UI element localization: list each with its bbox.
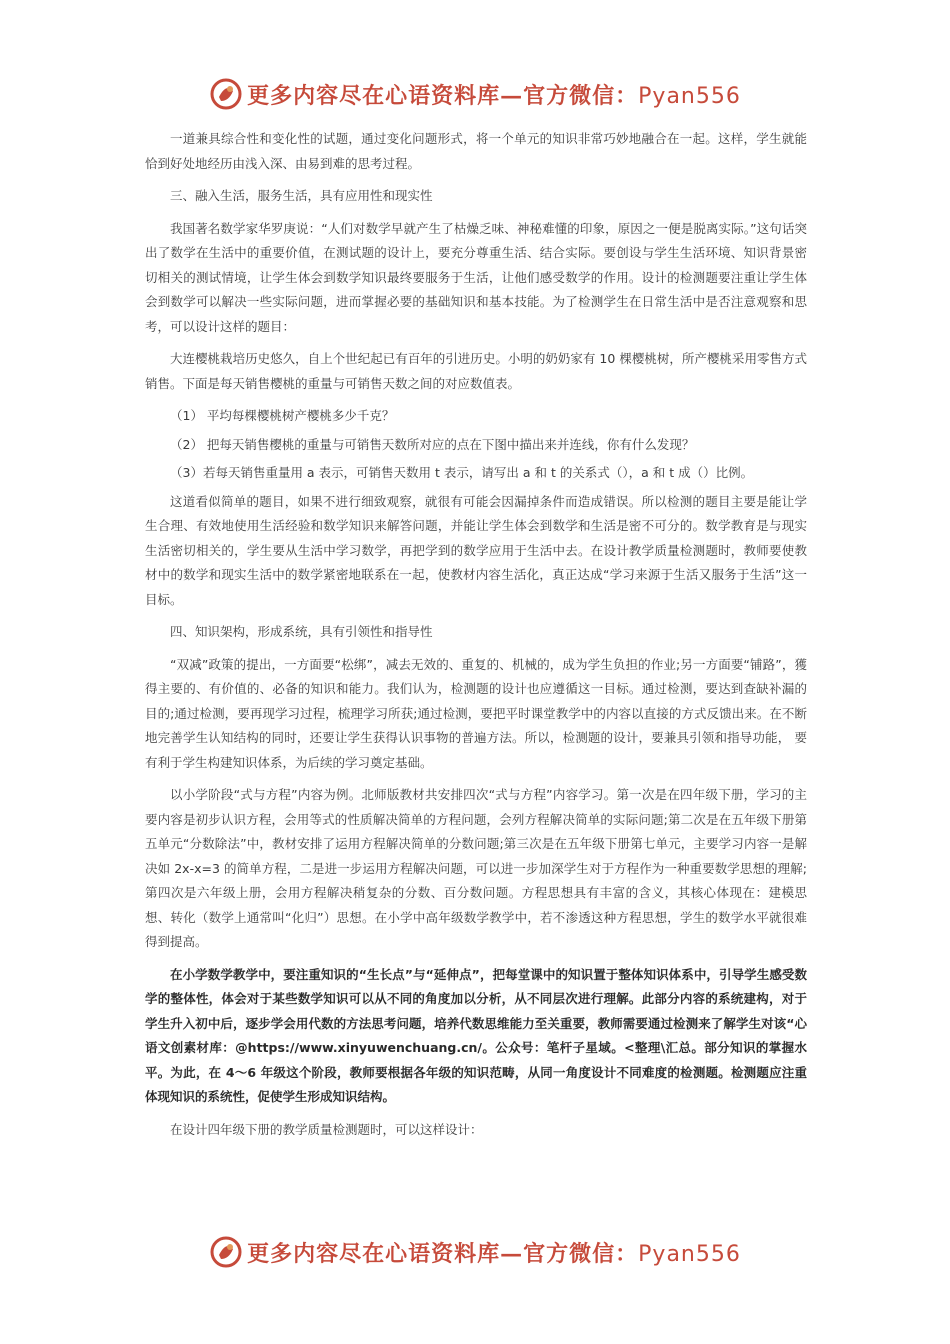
paragraph: 在小学数学教学中，要注重知识的“生长点”与“延伸点”，把每堂课中的知识置于整体知识体系中，引导学生感受数学的整体性，体会对于某些数学知识可以从不同的角度加以分析，从不同层次进行理解。此部分内容的系统建构，对于学生升入初中后，逐步学会用代数的方法思考问题，培养代数思维能力至关重要，教师需要通过检测来了解学生对该“心语文创素材库：@https://www.xinyuwenchuang.cn/。公众号：笔杆子星域。<整理\汇总。部分知识的掌握水平。为此，在 4～6 年级这个阶段，教师要根据各年级的知识范畴，从同一角度设计不同难度的检测题。检测题应注重体现知识的系统性，促使学生形成知识结构。	[145, 966, 807, 1104]
document-body	[145, 127, 807, 1150]
question-item: （1） 平均每棵樱桃树产樱桃多少千克？	[170, 408, 395, 423]
banner-text: 更多内容尽在心语资料库—官方微信：Pyan556	[247, 1240, 741, 1267]
paragraph: 一道兼具综合性和变化性的试题，通过变化问题形式，将一个单元的知识非常巧妙地融合在一起。这样，学生就能恰到好处地经历由浅入深、由易到难的思考过程。	[145, 131, 807, 171]
header-banner	[0, 74, 950, 114]
paragraph: 我国著名数学家华罗庚说：“人们对数学早就产生了枯燥乏味、神秘难懂的印象，原因之一便是脱离实际。”这句话突出了数学在生活中的重要价值，在测试题的设计上，要充分尊重生活、结合实际。要创设与学生生活环境、知识背景密切相关的测试情境，让学生体会到数学知识最终要服务于生活，让他们感受数学的作用。设计的检测题要注重让学生体会到数学可以解决一些实际问题，进而掌握必要的基础知识和基本技能。为了检测学生在日常生活中是否注意观察和思考，可以设计这样的题目：	[145, 220, 807, 334]
footer-banner	[0, 1232, 950, 1272]
paragraph: 以小学阶段“式与方程”内容为例。北师版教材共安排四次“式与方程”内容学习。第一次是在四年级下册，学习的主要内容是初步认识方程，会用等式的性质解决简单的方程问题，会列方程解决简单的实际问题;第二次是在五年级下册第五单元“分数除法”中，教材安排了运用方程解决简单的分数问题;第三次是在五年级下册第七单元，主要学习内容一是解决如 2x-x=3 的简单方程，二是进一步运用方程解决问题，可以进一步加深学生对于方程作为一种重要数学思想的理解;第四次是六年级上册，会用方程解决稍复杂的分数、百分数问题。方程思想具有丰富的含义，其核心体现在：建模思想、转化（数学上通常叫“化归”）思想。在小学中高年级数学教学中，若不渗透这种方程思想，学生的数学水平就很难得到提高。	[145, 787, 807, 949]
question-item: （3）若每天销售重量用 a 表示，可销售天数用 t 表示，请写出 a 和 t 的关系式（），a 和 t 成（）比例。	[170, 465, 754, 480]
brand-logo-icon	[209, 1235, 243, 1269]
paragraph: “双减”政策的提出，一方面要“松绑”，减去无效的、重复的、机械的，成为学生负担的作业;另一方面要“铺路”，獲得主要的、有价值的、必备的知识和能力。我们认为，检测题的设计也应遵循这一目标。通过检测，要达到查缺补漏的目的;通过检测，要再现学习过程，梳理学习所获;通过检测，要把平时课堂教学中的内容以直接的方式反馈出来。在不断地完善学生认知结构的同时，还要让学生获得认识事物的普遍方法。所以，检测题的设计，要兼具引领和指导功能， 要有利于学生构建知识体系，为后续的学习奠定基础。	[145, 656, 807, 770]
brand-logo-icon	[209, 77, 243, 111]
paragraph: 这道看似简单的题目，如果不进行细致观察，就很有可能会因漏掉条件而造成错误。所以检测的题目主要是能让学生合理、有效地使用生活经验和数学知识来解答问题，并能让学生体会到数学和生活是密不可分的。数学教育是与现实生活密切相关的，学生要从生活中学习数学，再把学到的数学应用于生活中去。在设计教学质量检测题时，教师要使教材中的数学和现实生活中的数学紧密地联系在一起，使教材内容生活化，真正达成“学习来源于生活又服务于生活”这一目标。	[145, 493, 807, 607]
paragraph: 大连樱桃栽培历史悠久，自上个世纪起已有百年的引进历史。小明的奶奶家有 10 棵樱桃树，所产樱桃采用零售方式销售。下面是每天销售樱桃的重量与可销售天数之间的对应数值表。	[145, 351, 807, 391]
banner-text: 更多内容尽在心语资料库—官方微信：Pyan556	[247, 82, 741, 109]
section-heading: 三、融入生活，服务生活，具有应用性和现实性	[170, 188, 433, 203]
section-heading: 四、知识架构，形成系统，具有引领性和指导性	[170, 624, 433, 639]
paragraph: 在设计四年级下册的教学质量检测题时，可以这样设计：	[170, 1121, 483, 1137]
wechat-id: Pyan556	[638, 83, 741, 109]
wechat-id: Pyan556	[638, 1241, 741, 1267]
question-item: （2） 把每天销售樱桃的重量与可销售天数所对应的点在下图中描出来并连线，你有什么发现？	[170, 436, 695, 452]
